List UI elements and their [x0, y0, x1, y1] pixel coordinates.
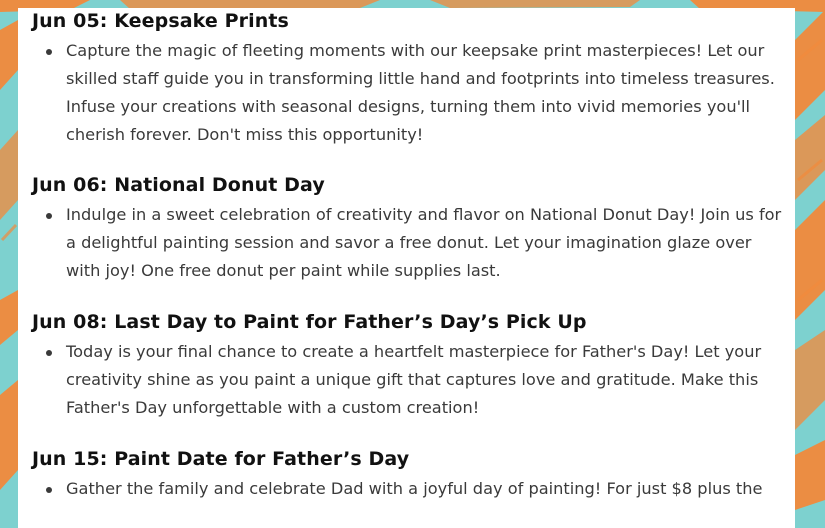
- event-description: Capture the magic of fleeting moments with our keepsake print masterpieces! Let our skilled staff guide you in transforming little hand and footprints into timeless treasures. Infuse your creations with seasonal designs, turning them into vivid memories you'll cherish forever. Don't miss this opportunity!: [66, 37, 782, 149]
- event-details: [32, 37, 782, 149]
- event-title: Jun 06: National Donut Day: [32, 174, 325, 196]
- event-description: Indulge in a sweet celebration of creativity and flavor on National Donut Day! Join us for a delightful painting session and savor a free donut. Let your imagination glaze over with joy! One free donut per paint while supplies last.: [66, 201, 782, 285]
- event-title: Jun 08: Last Day to Paint for Father’s Day’s Pick Up: [32, 311, 587, 333]
- bullet-icon: [46, 49, 52, 55]
- event-details: [32, 338, 782, 422]
- event-description: Today is your final chance to create a heartfelt masterpiece for Father's Day! Let your creativity shine as you paint a unique gift that captures love and gratitude. Make this Father's Day unforgettable with a custom creation!: [66, 338, 782, 422]
- event-details: [32, 201, 782, 285]
- event-item: [32, 8, 782, 149]
- event-title: Jun 05: Keepsake Prints: [32, 10, 289, 32]
- event-item: [32, 309, 782, 422]
- event-title: Jun 15: Paint Date for Father’s Day: [32, 448, 410, 470]
- event-description: Gather the family and celebrate Dad with a joyful day of painting! For just $8 plus the: [66, 475, 782, 503]
- bullet-icon: [46, 487, 52, 493]
- event-item: [32, 172, 782, 285]
- event-list-card: [18, 8, 795, 528]
- event-item: [32, 446, 782, 503]
- event-details: [32, 475, 782, 503]
- bullet-icon: [46, 350, 52, 356]
- bullet-icon: [46, 213, 52, 219]
